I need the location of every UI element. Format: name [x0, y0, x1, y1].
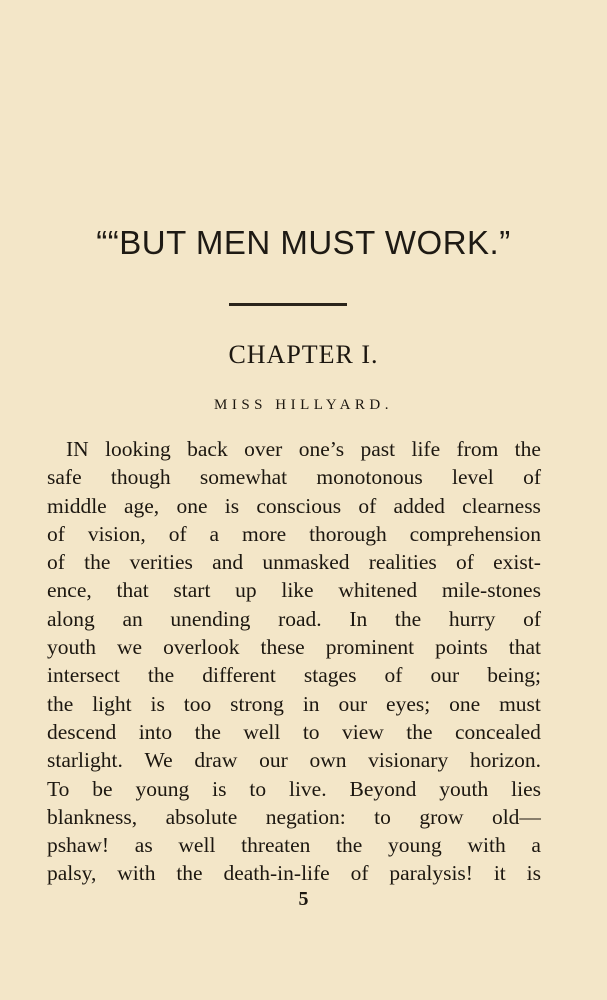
text-line: intersect the different stages of our being; [47, 663, 541, 688]
text-line: the light is too strong in our eyes; one must [47, 691, 541, 716]
body-paragraph [47, 435, 541, 888]
text-line: along an unending road. In the hurry of [47, 606, 541, 631]
text-line: palsy, with the death-in-life of paralysis! it is [47, 861, 541, 886]
text-line: blankness, absolute negation: to grow old— [47, 804, 541, 829]
text-line: youth we overlook these prominent points that [47, 635, 541, 660]
text-line: of vision, of a more thorough comprehension [47, 521, 541, 546]
chapter-subtitle: MISS HILLYARD. [213, 397, 393, 413]
text-line: pshaw! as well threaten the young with a [47, 833, 541, 858]
text-line: IN looking back over one’s past life from the [66, 437, 541, 461]
book-title: ““BUT MEN MUST WORK.” [96, 224, 511, 261]
text-line: ence, that start up like whitened mile-stones [47, 578, 541, 603]
page-number: 5 [298, 888, 309, 910]
chapter-heading: CHAPTER I. [228, 340, 379, 369]
title-divider-rule [229, 303, 347, 306]
text-line: of the verities and unmasked realities of exist- [47, 550, 541, 575]
text-line: safe though somewhat monotonous level of [47, 465, 541, 490]
text-line: starlight. We draw our own visionary horizon. [47, 748, 541, 773]
text-line: descend into the well to view the concealed [47, 719, 541, 744]
text-line: middle age, one is conscious of added clearness [47, 493, 541, 518]
text-line: To be young is to live. Beyond youth lies [47, 776, 541, 801]
